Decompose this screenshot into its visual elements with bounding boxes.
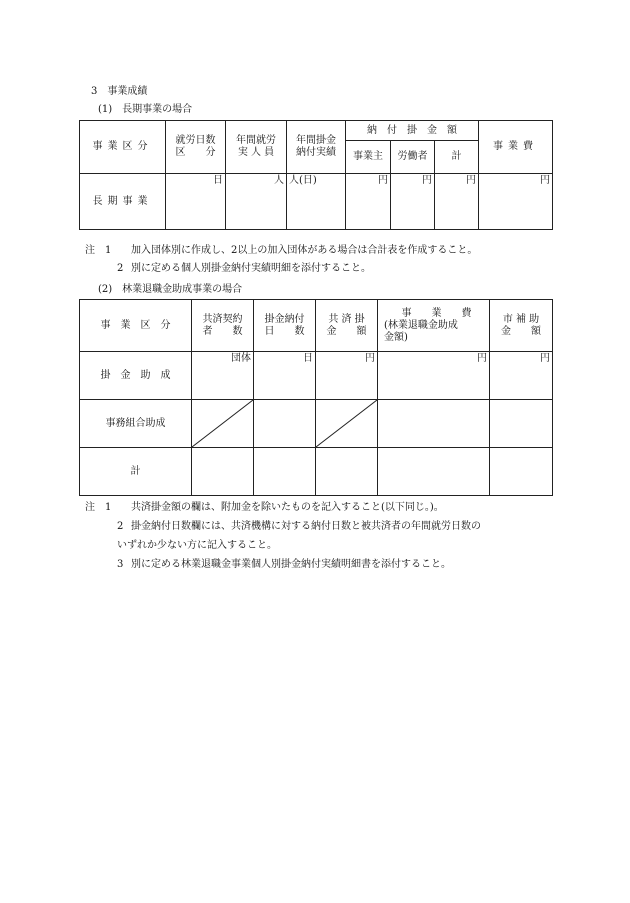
header-category: 事 業 区 分 bbox=[80, 300, 192, 352]
empty-cell bbox=[254, 400, 316, 448]
note2-2-text: 掛金納付日数欄には、共済機構に対する納付日数と被共済者の年間就労日数の bbox=[131, 521, 481, 532]
header-contribution-amount: 共 済 掛 金 額 bbox=[316, 300, 378, 352]
note2-2-continuation: いずれか少ない方に記入すること。 bbox=[117, 540, 277, 551]
long-term-table bbox=[79, 120, 553, 230]
note-2-number: 2 bbox=[117, 263, 124, 274]
empty-cell bbox=[490, 448, 553, 496]
header-members: 共済契約 者 数 bbox=[192, 300, 254, 352]
unit-cell: 人 bbox=[226, 174, 287, 230]
header-total: 計 bbox=[435, 141, 479, 174]
empty-cell bbox=[490, 400, 553, 448]
note2-1-number: 注 1 bbox=[85, 502, 112, 513]
unit-cell: 日 bbox=[166, 174, 226, 230]
unit-cell: 団体 bbox=[192, 352, 254, 400]
unit-cell: 円 bbox=[346, 174, 391, 230]
unit-cell: 円 bbox=[378, 352, 490, 400]
subsection-2-heading: (2) 林業退職金助成事業の場合 bbox=[98, 284, 243, 295]
header-city-subsidy: 市 補 助 金 額 bbox=[490, 300, 553, 352]
header-annual-workers: 年間就労 実 人 員 bbox=[226, 121, 287, 174]
empty-cell bbox=[254, 448, 316, 496]
empty-cell bbox=[316, 448, 378, 496]
note-1-number: 注 1 bbox=[85, 245, 112, 256]
diagonal-line bbox=[192, 400, 253, 447]
diagonal-cell bbox=[192, 400, 254, 448]
unit-cell: 円 bbox=[479, 174, 553, 230]
section-heading: 3 事業成績 bbox=[91, 86, 148, 97]
note-2-text: 別に定める個人別掛金納付実績明細を添付すること。 bbox=[131, 263, 371, 274]
empty-cell bbox=[192, 448, 254, 496]
header-worker: 労働者 bbox=[391, 141, 435, 174]
header-project-cost: 事 業 費 (林業退職金助成 金額) bbox=[378, 300, 490, 352]
diagonal-line bbox=[316, 400, 377, 447]
row-label-total: 計 bbox=[80, 448, 192, 496]
unit-cell: 円 bbox=[490, 352, 553, 400]
header-work-days: 就労日数 区 分 bbox=[166, 121, 226, 174]
row-label-office-aid: 事務組合助成 bbox=[80, 400, 192, 448]
header-employer: 事業主 bbox=[346, 141, 391, 174]
header-category: 事業区分 bbox=[80, 121, 166, 174]
note2-3-text: 別に定める林業退職金事業個人別掛金納付実績明細書を添付すること。 bbox=[131, 559, 451, 570]
forestry-retirement-table bbox=[79, 299, 553, 496]
unit-cell: 円 bbox=[391, 174, 435, 230]
empty-cell bbox=[378, 448, 490, 496]
empty-cell bbox=[378, 400, 490, 448]
row-label-contribution-aid: 掛 金 助 成 bbox=[80, 352, 192, 400]
subsection-1-heading: (1) 長期事業の場合 bbox=[98, 104, 193, 115]
row-label-long-term: 長期事業 bbox=[80, 174, 166, 230]
note2-2-number: 2 bbox=[117, 521, 124, 532]
header-project-cost: 事業費 bbox=[479, 121, 553, 174]
unit-cell: 日 bbox=[254, 352, 316, 400]
header-contribution-group: 納 付 掛 金 額 bbox=[346, 121, 479, 141]
note2-3-number: 3 bbox=[117, 559, 124, 570]
header-annual-payment: 年間掛金 納付実績 bbox=[287, 121, 346, 174]
header-payment-days: 掛金納付 日 数 bbox=[254, 300, 316, 352]
unit-cell: 円 bbox=[316, 352, 378, 400]
note-1-text: 加入団体別に作成し、2以上の加入団体がある場合は合計表を作成すること。 bbox=[131, 245, 478, 256]
diagonal-cell bbox=[316, 400, 378, 448]
unit-cell: 人(日) bbox=[287, 174, 346, 230]
unit-cell: 円 bbox=[435, 174, 479, 230]
note2-1-text: 共済掛金額の欄は、附加金を除いたものを記入すること(以下同じ。)。 bbox=[131, 502, 444, 513]
